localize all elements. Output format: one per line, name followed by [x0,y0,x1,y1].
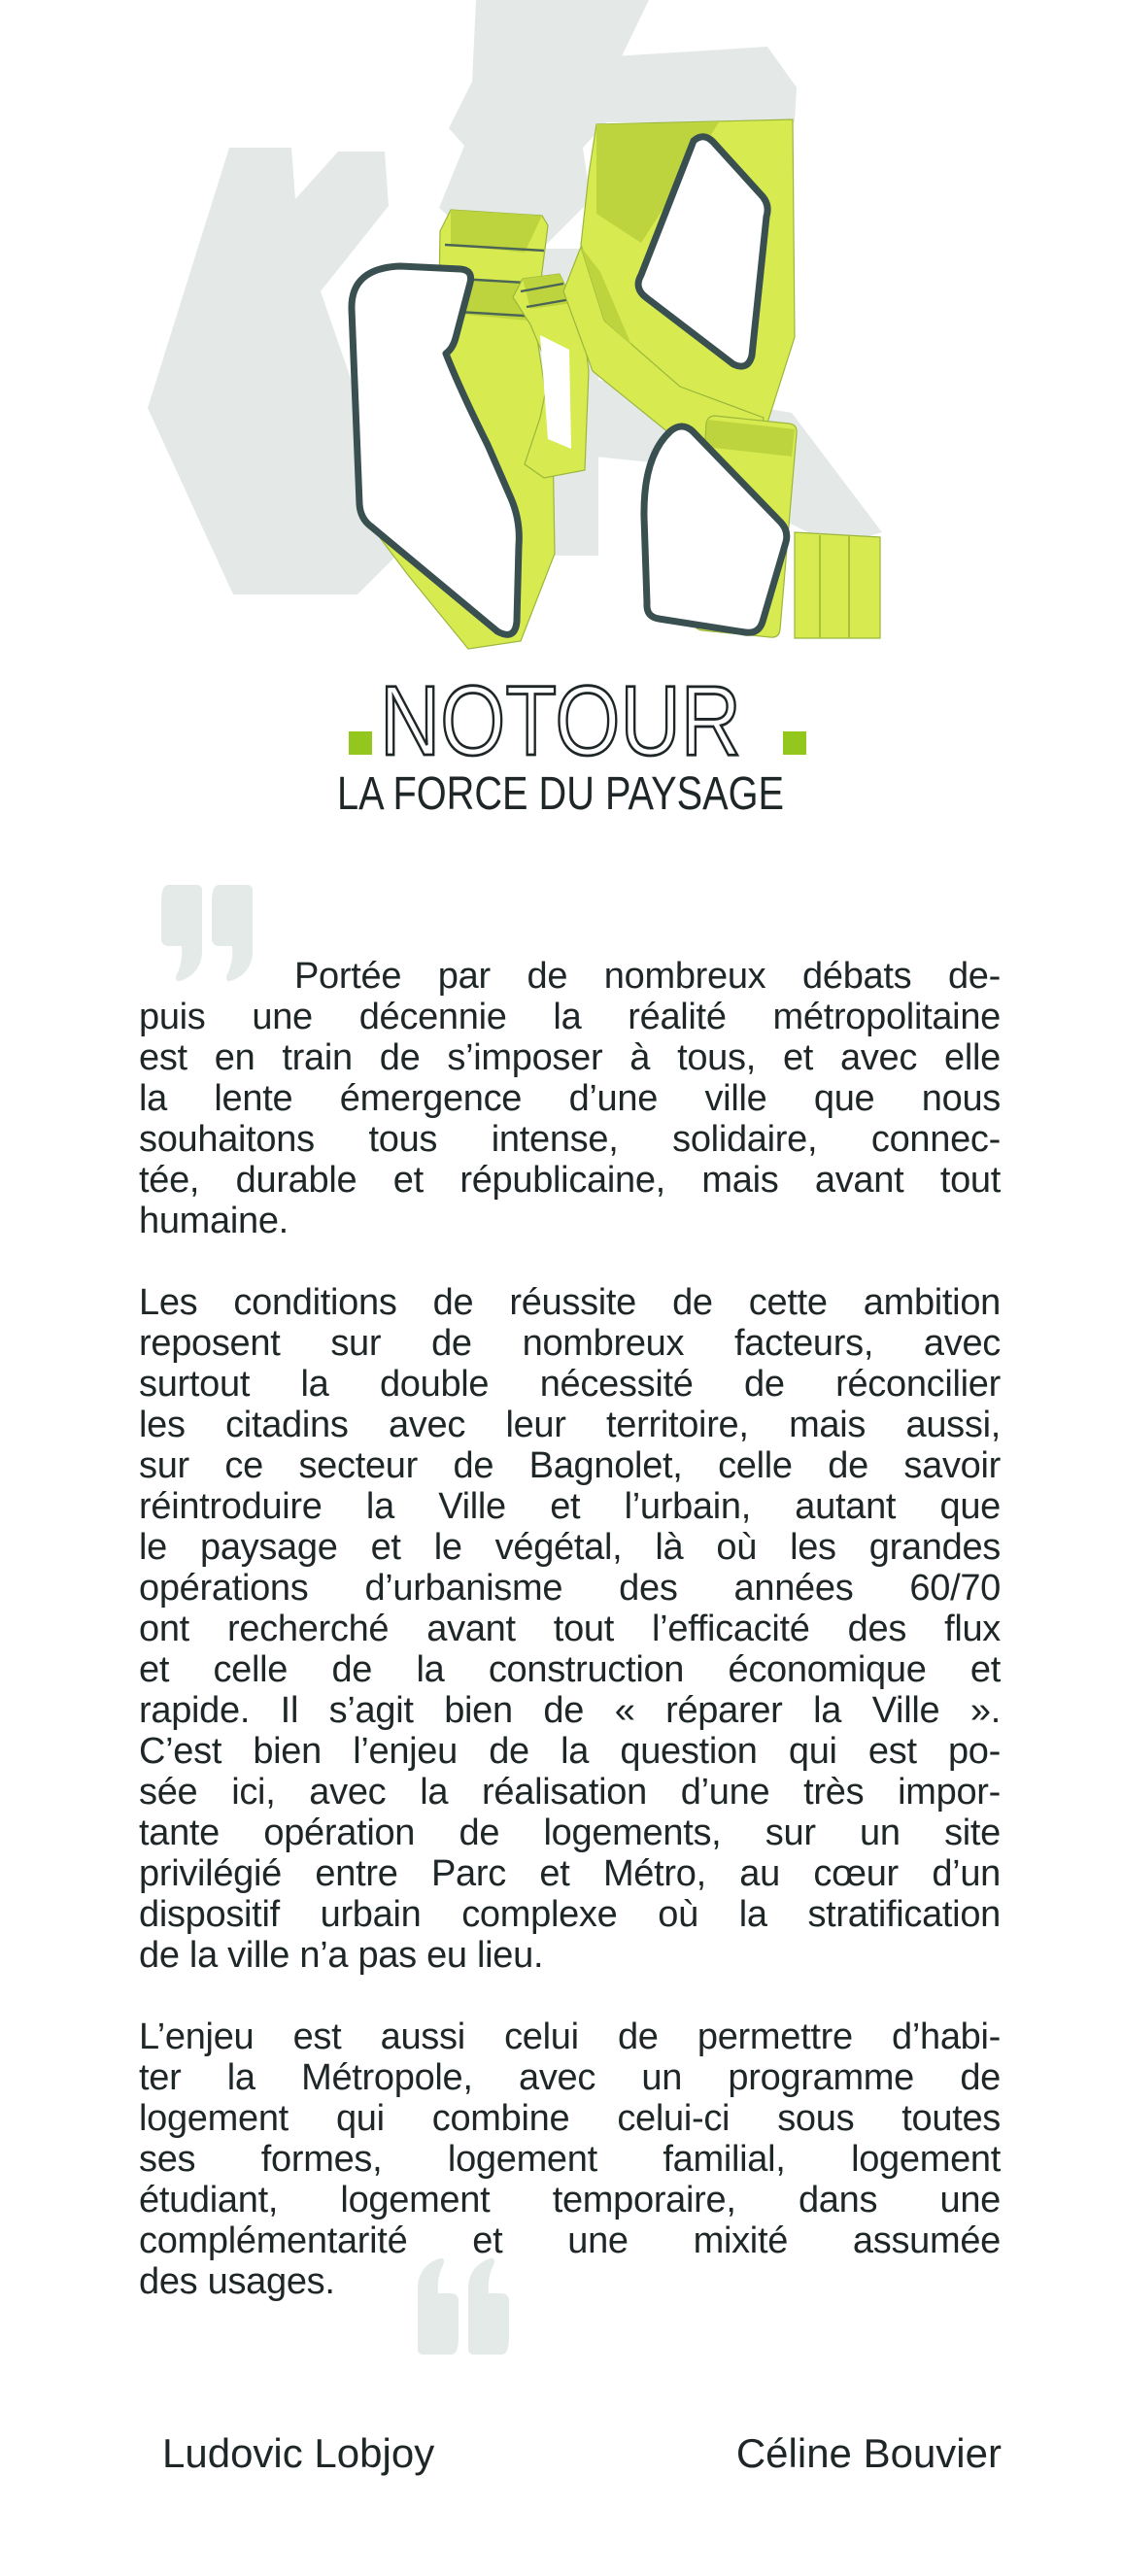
quote-line: Les conditions de réussite de cette ambition [139,1282,1001,1323]
quote-line: réintroduire la Ville et l’urbain, autant que [139,1486,1001,1527]
quote-line: reposent sur de nombreux facteurs, avec [139,1323,1001,1364]
quote-paragraph [139,1282,1001,1976]
quote-line: souhaitons tous intense, solidaire, connec- [139,1119,1001,1160]
quote-text [139,956,1001,2302]
quote-line: privilégié entre Parc et Métro, au cœur d’un [139,1853,1001,1894]
authors-row [139,2430,1002,2477]
quote-line: logement qui combine celui-ci sous toutes [139,2098,1001,2139]
quote-line: tée, durable et républicaine, mais avant tout [139,1160,1001,1201]
quote-line: rapide. Il s’agit bien de « réparer la Ville ». [139,1690,1001,1731]
quote-line: L’enjeu est aussi celui de permettre d’habi- [139,2017,1001,2057]
accent-square-right-icon [783,731,806,755]
quote-line: complémentarité et une mixité assumée [139,2220,1001,2261]
quote-line: puis une décennie la réalité métropolitaine [139,997,1001,1037]
green-striped-block [795,532,880,638]
shadow-top-right-arm [583,47,797,122]
quote-line: de la ville n’a pas eu lieu. [139,1935,544,1976]
quote-line: humaine. [139,1201,289,1241]
accent-square-left-icon [349,731,372,755]
logo-subtitle: LA FORCE DU PAYSAGE [337,768,784,820]
logo-title: NOTOUR [380,665,741,776]
quote-line: sée ici, avec la réalisation d’une très impor- [139,1772,1001,1813]
quote-paragraph [139,956,1001,1241]
quote-line: étudiant, logement temporaire, dans une [139,2180,1001,2220]
author-right: Céline Bouvier [735,2430,1002,2476]
quote-line: ter la Métropole, avec un programme de [139,2057,1001,2098]
quote-paragraph [139,2017,1001,2302]
quote-line: tante opération de logements, sur un site [139,1813,1001,1853]
abstract-masterplan-art [0,0,1122,661]
quote-line: dispositif urbain complexe où la stratification [139,1894,1001,1935]
quote-line: sur ce secteur de Bagnolet, celle de savoir [139,1445,1001,1486]
quote-line: des usages. [139,2261,335,2302]
quote-line: les citadins avec leur territoire, mais aussi, [139,1405,1001,1445]
quote-line: C’est bien l’enjeu de la question qui est po- [139,1731,1001,1772]
quote-line: la lente émergence d’une ville que nous [139,1078,1001,1119]
quote-line: est en train de s’imposer à tous, et avec elle [139,1037,1001,1078]
quote-line: et celle de la construction économique et [139,1649,1001,1690]
quote-line: opérations d’urbanisme des années 60/70 [139,1568,1001,1609]
quote-line: surtout la double nécessité de réconcilier [139,1364,1001,1405]
quote-line: ses formes, logement familial, logement [139,2139,1001,2180]
author-left: Ludovic Lobjoy [162,2430,435,2476]
logo-block [0,641,1122,835]
quote-line: ont recherché avant tout l’efficacité des flux [139,1609,1001,1649]
quote-line: Portée par de nombreux débats de- [294,956,1001,997]
quote-line: le paysage et le végétal, là où les grandes [139,1527,1001,1568]
